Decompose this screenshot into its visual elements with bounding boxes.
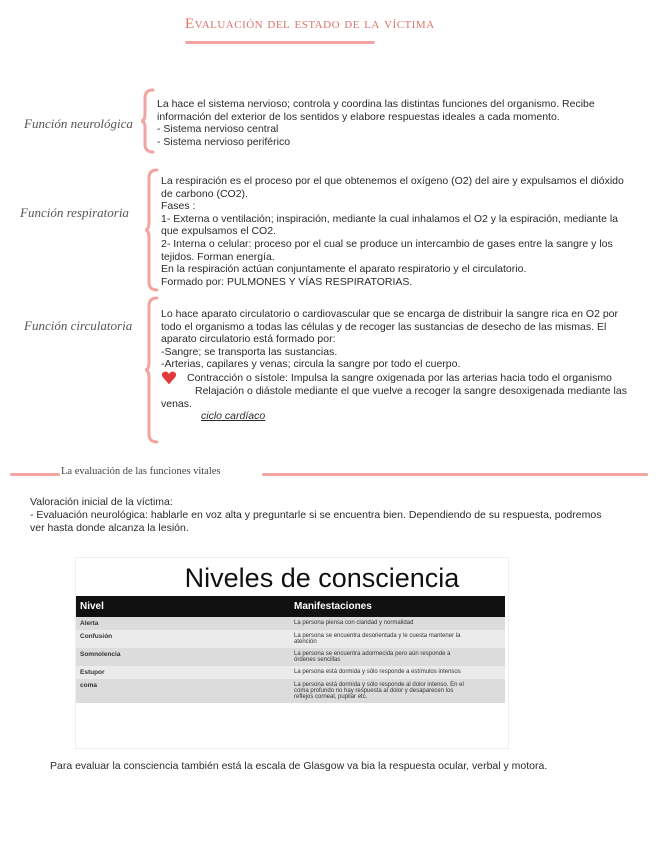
vital-line: - Evaluación neurológica: hablarle en voz alta y preguntarle si se encuentra bien. Dependiendo de su respuesta, podremos [30,509,602,521]
label-neurologica: Función neurológica [24,116,133,131]
resp-line: Fases : [161,200,196,213]
header-nivel: Nivel [76,596,290,617]
label-circulatoria: Función circulatoria [24,318,133,333]
page-title: Evaluación del estado de la víctima [185,16,435,32]
desc-line: La persona está dormida y sólo responde al dolor intenso. En el [294,682,464,688]
desc-line: La persona se encuentra adormecida pero aún responde a [294,651,451,657]
row-nivel: coma [76,679,290,703]
row-nivel: Confusión [76,630,290,648]
glasgow-note: Para evaluar la consciencia también está la escala de Glasgow va bia la respuesta ocular, verbal y motora. [50,760,548,772]
neuro-line: - Sistema nervioso central [157,123,279,136]
desc-line: La persona piensa con claridad y normalidad [294,620,414,626]
vital-heading: La evaluación de las funciones vitales [61,466,221,477]
relajacion-cont: venas. [161,397,192,410]
consciousness-table-image [75,557,509,749]
resp-line: de carbono (CO2). [161,187,248,200]
neuro-line: - Sistema nervioso periférico [157,135,291,148]
divider-right [262,473,648,476]
resp-line: La respiración es el proceso por el que obtenemos el oxígeno (O2) del aire y expulsamos el dióxido [161,175,624,187]
contraccion-line [161,371,627,385]
neuro-line: información del exterior de los sentidos y elabore respuestas ideales a cada momento. [157,110,560,123]
table-row [76,666,505,679]
brace-resp [144,168,160,292]
resp-line: 2- Interna o celular: proceso por el cual se produce un intercambio de gases entre la sangre y los [161,237,613,250]
vital-text [30,496,601,535]
table-row [76,617,505,630]
vital-line: Valoración inicial de la víctima: [30,496,173,508]
desc-line: coma profundo no hay respuesta al dolor y desaparecen los [294,688,454,694]
desc-line: La persona está dormida y sólo responde a estímulos intensos [294,669,461,675]
circ-text [161,308,627,423]
heart-icon [161,371,177,385]
circ-line: todo el organismo a todas las células y de recoger las sustancias de desecho de las mismas. El [161,320,607,333]
contraccion-text: Contracción o sístole: Impulsa la sangre oxigenada por las arterias hacia todo el organismo [187,371,612,384]
table-row [76,679,505,703]
title-underline [185,41,375,44]
resp-line: que expulsamos el CO2. [161,225,276,238]
circ-line: -Sangre; se transporta las sustancias. [161,345,338,358]
divider-left [10,473,60,476]
consciousness-table [76,596,505,703]
desc-line: reflejos corneal, pupilar etc. [294,694,368,700]
row-desc [290,617,505,630]
circ-line: Lo hace aparato circulatorio o cardiovascular que se encarga de distribuir la sangre rica en O2 por [161,308,619,320]
row-desc [290,666,505,679]
brace-neuro [140,88,156,154]
resp-line: Formado por: PULMONES Y VÍAS RESPIRATORIAS. [161,275,413,288]
resp-line: tejidos. Forman energía. [161,250,275,263]
resp-line: En la respiración actúan conjuntamente el aparato respiratorio y el circulatorio. [161,263,527,276]
header-manifestaciones: Manifestaciones [290,596,505,617]
desc-line: La persona se encuentra desorientada y le cuesta mantener la [294,633,461,639]
table-row [76,630,505,648]
desc-line: órdenes sencillas [294,657,341,663]
desc-line: atención [294,639,317,645]
circ-line: aparato circulatorio está formado por: [161,333,336,346]
circ-line: -Arterias, capilares y venas; circula la sangre por todo el cuerpo. [161,358,461,371]
label-respiratoria: Función respiratoria [20,205,129,220]
row-nivel: Somnolencia [76,648,290,666]
row-nivel: Alerta [76,617,290,630]
resp-text [161,175,624,288]
row-nivel: Estupor [76,666,290,679]
table-row [76,648,505,666]
brace-circ [144,296,160,444]
neuro-text [157,98,595,148]
row-desc [290,648,505,666]
row-desc [290,630,505,648]
resp-line: 1- Externa o ventilación; inspiración, mediante la cual inhalamos el O2 y la espiración, mediante la [161,212,618,225]
relajacion-text: Relajación o diástole mediante el que vuelve a recoger la sangre desoxigenada mediante las [195,384,627,397]
row-desc [290,679,505,703]
table-title: Niveles de consciencia [184,563,460,593]
ciclo-cardiaco: ciclo cardíaco [201,410,266,423]
vital-line: ver hasta donde alcanza la lesión. [30,522,189,534]
neuro-line: La hace el sistema nervioso; controla y coordina las distintas funciones del organismo. Recibe [157,98,595,110]
